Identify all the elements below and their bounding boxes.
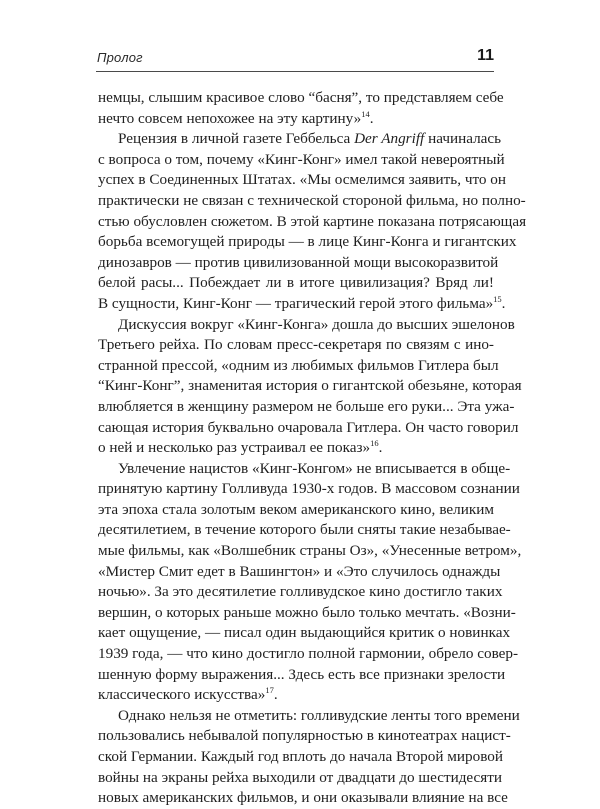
text-line: эта эпоха стала золотым веком американского кино, великим [98,500,494,518]
text-segment: В сущности, Кинг-Конг — трагический герой этого фильма» [98,294,494,312]
newspaper-title: Der Angriff [354,130,425,148]
text-line: ночью». За это десятилетие голливудское кино достигло таких [98,583,503,601]
text-segment: нечто совсем непохожее на эту картину» [98,109,362,127]
footnote-ref: 15 [493,293,502,304]
footnote-ref: 14 [361,108,370,119]
footnote-ref: 16 [370,438,379,449]
text-segment: . [378,439,383,457]
text-line: белой расы... Побеждает ли в итоге цивилизация? Вряд ли! [98,274,494,292]
text-line: кает ощущение, — писал один выдающийся критик о новинках [98,624,511,642]
text-segment: . [273,686,278,704]
text-line: войны на экраны рейха выходили от двадцати до шестидесяти [98,768,503,786]
text-segment: о ней и несколько раз устраивал ее показ» [98,439,371,457]
text-line: практически не связан с технической стороной фильма, но полно- [98,191,526,209]
text-line: ской Германии. Каждый год вплоть до начала Второй мировой [98,748,503,765]
text-line [98,109,494,130]
text-line: борьба всемогущей природы — в лице Кинг-Конга и гигантских [98,233,517,251]
text-line: странной прессой, «одним из любимых фильмов Гитлера был [98,356,499,374]
text-segment: . [501,294,506,312]
text-line: влюбляется в женщину размером не больше его руки... Эта ужа- [98,397,515,415]
text-line: мые фильмы, как «Волшебник страны Оз», «Унесенные ветром», [98,542,522,560]
text-line: шенную форму выражения... Здесь есть все признаки зрелости [98,665,506,683]
text-line: Третьего рейха. По словам пресс-секретаря по связям с ино- [98,336,494,354]
footnote-ref: 17 [265,685,274,696]
text-line: десятилетием, в течение которого были сняты такие незабывае- [98,521,511,539]
text-line [98,438,494,459]
text-segment: начиналась [424,130,502,148]
text-line: «Мистер Смит едет в Вашингтон» и «Это случилось однажды [98,562,501,580]
text-line: успех в Соединенных Штатах. «Мы осмелимся заявить, что он [98,171,507,189]
text-line: принятую картину Голливуда 1930-х годов. В массовом сознании [98,480,520,498]
header-rule [96,71,494,72]
text-line [98,685,494,706]
text-segment: Рецензия в личной газете Геббельса [118,130,355,148]
text-line: стью обусловлен сюжетом. В этой картине показана потрясающая [98,212,527,230]
text-line: Увлечение нацистов «Кинг-Конгом» не вписывается в обще- [118,459,511,477]
text-line: новых американских фильмов, и они оказывали влияние на все [98,789,508,807]
text-line: “Кинг-Конг”, знаменитая история о гигантской обезьяне, которая [98,377,522,395]
text-line: немцы, слышим красивое слово “басня”, то представляем себе [98,89,504,106]
text-line: сающая история буквально очаровала Гитлера. Он часто говорил [98,418,519,436]
running-head [96,47,494,69]
text-line [98,129,502,150]
text-line [98,293,506,315]
section-title: Пролог [97,50,143,65]
text-line: Дискуссия вокруг «Кинг-Конга» дошла до высших эшелонов [118,315,515,333]
text-line: с вопроса о том, почему «Кинг-Конг» имел такой невероятный [98,150,505,168]
text-line: Однако нельзя не отметить: голливудские ленты того времени [118,706,520,724]
page-number: 11 [477,47,494,64]
text-line: динозавров — против цивилизованной мощи высокоразвитой [98,253,499,271]
text-segment: . [369,109,374,127]
text-line: вершин, о которых раньше можно было только мечтать. «Возни- [98,603,516,621]
text-line: пользовались небывалой популярностью в кинотеатрах нацист- [98,727,511,745]
text-line: 1939 года, — что кино достигло полной гармонии, обрело совер- [98,645,519,663]
text-segment: классического искусства» [98,686,266,704]
body-text [98,88,527,809]
